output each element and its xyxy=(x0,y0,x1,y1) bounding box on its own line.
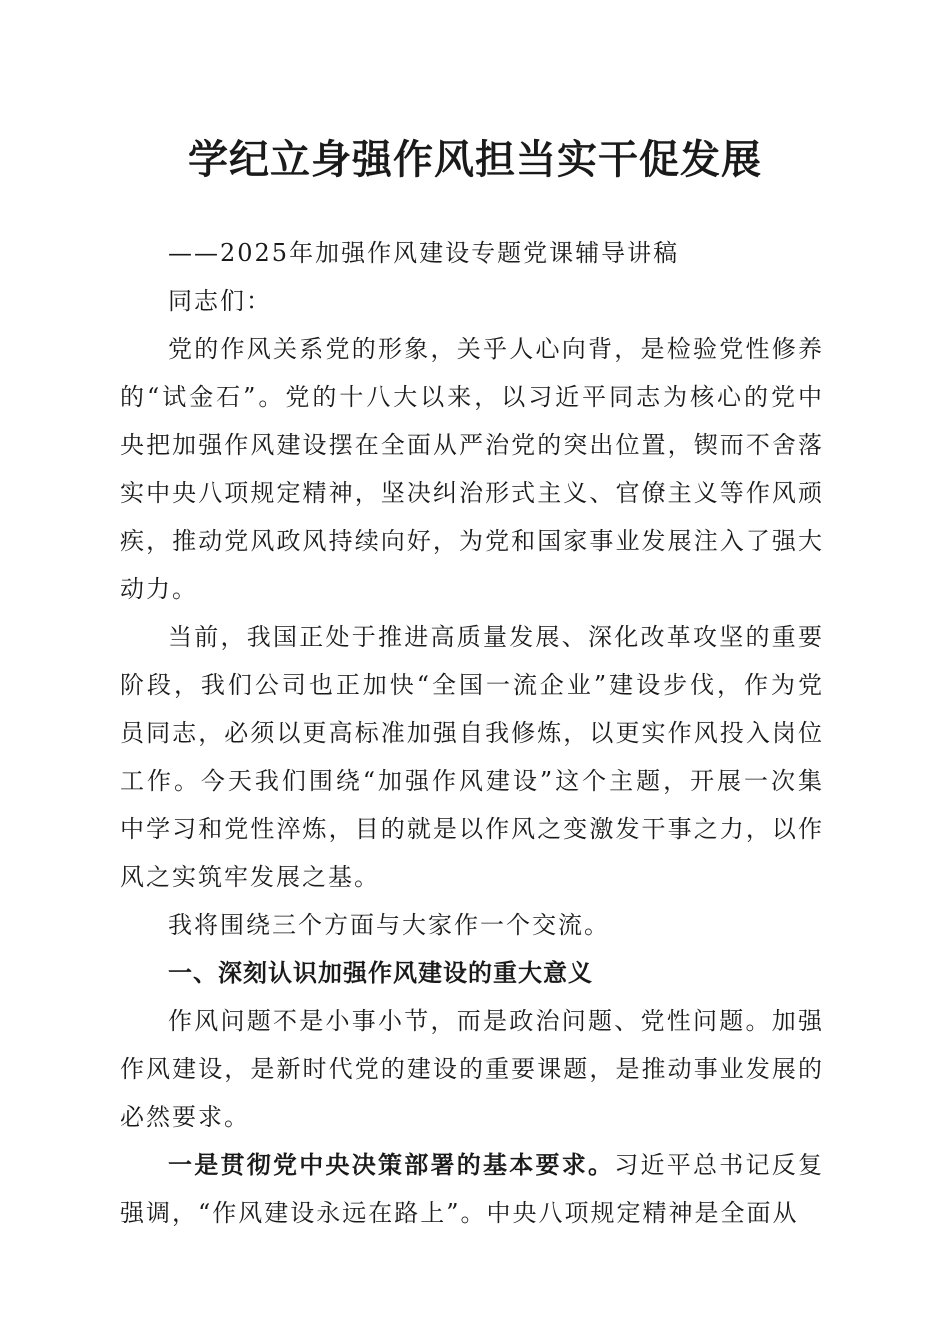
section-heading: 一、深刻认识加强作风建设的重大意义 xyxy=(168,959,593,987)
point-lead: 一是贯彻党中央决策部署的基本要求。 xyxy=(168,1150,615,1179)
salutation: 同志们： xyxy=(168,287,272,315)
point-text: 习近平总书记反复强调，“作风建设永远在路上”。中央八项规定精神是全面从 xyxy=(120,1151,824,1227)
document-subtitle: ——2025年加强作风建设专题党课辅导讲稿 xyxy=(168,239,680,267)
document-title: 学纪立身强作风担当实干促发展 xyxy=(188,136,762,183)
body-paragraph: 当前，我国正处于推进高质量发展、深化改革攻坚的重要阶段，我们公司也正加快“全国一流企业”建设步伐，作为党员同志，必须以更高标准加强自我修炼，以更实作风投入岗位工作。今天我们围绕“加强作风建设”这个主题，开展一次集中学习和党性淬炼，目的就是以作风之变激发干事之力，以作风之实筑牢发展之基。 xyxy=(120,623,824,891)
point-paragraph xyxy=(120,1141,824,1237)
intro-note: 我将围绕三个方面与大家作一个交流。 xyxy=(168,911,610,939)
document-body xyxy=(120,229,824,1237)
body-paragraph: 党的作风关系党的形象，关乎人心向背，是检验党性修养的“试金石”。党的十八大以来，以习近平同志为核心的党中央把加强作风建设摆在全面从严治党的突出位置，锲而不舍落实中央八项规定精神，坚决纠治形式主义、官僚主义等作风顽疾，推动党风政风持续向好，为党和国家事业发展注入了强大动力。 xyxy=(120,335,824,603)
section-paragraph: 作风问题不是小事小节，而是政治问题、党性问题。加强作风建设，是新时代党的建设的重要课题，是推动事业发展的必然要求。 xyxy=(120,1007,824,1131)
